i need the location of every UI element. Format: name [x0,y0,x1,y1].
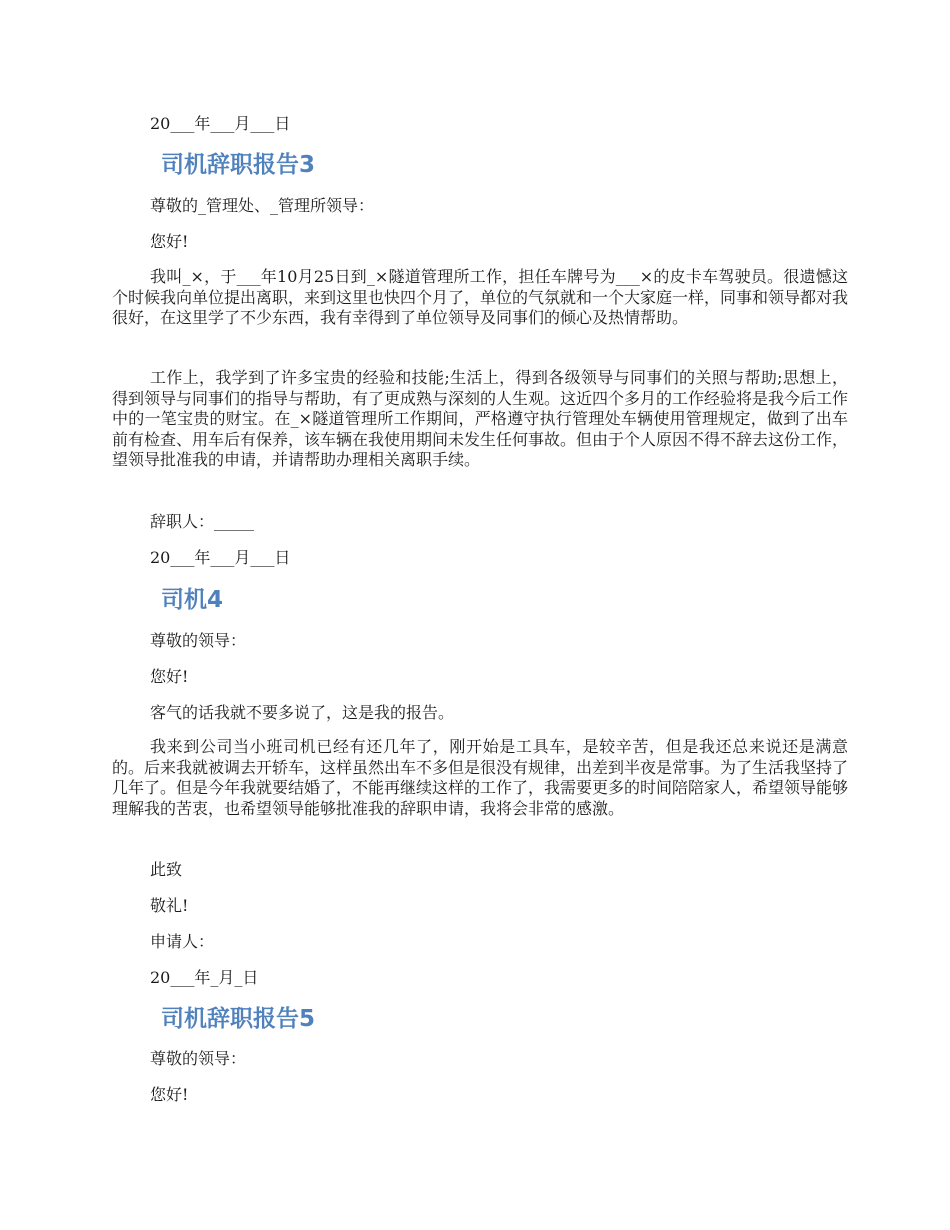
body-paragraph: 我叫_×，于___年10月25日到_×隧道管理所工作，担任车牌号为___×的皮卡车驾驶员。很遗憾这个时候我向单位提出离职，来到这里也快四个月了，单位的气氛就和一个大家庭一样，同事和领导都对我很好，在这里学了不少东西，我有幸得到了单位领导及同事们的倾心及热情帮助。 [112,267,849,328]
greeting: 您好! [150,667,189,686]
body-paragraph: 我来到公司当小班司机已经有还几年了，刚开始是工具车，是较辛苦，但是我还总来说还是满意的。后来我就被调去开轿车，这样虽然出车不多但是很没有规律，出差到半夜是常事。为了生活我坚持了几年了。但是今年我就要结婚了，不能再继续这样的工作了，我需要更多的时间陪陪家人，希望领导能够理解我的苦衷，也希望领导能够批准我的辞职申请，我将会非常的感激。 [112,737,849,818]
closing-line: 此致 [150,860,183,879]
section-heading: 司机辞职报告5 [161,1006,316,1032]
salutation: 尊敬的领导： [150,631,247,650]
greeting: 您好! [150,1085,189,1104]
date-line: 20___年___月___日 [150,548,291,567]
date-line: 20___年___月___日 [150,114,291,133]
body-paragraph: 工作上，我学到了许多宝贵的经验和技能;生活上，得到各级领导与同事们的关照与帮助;思想上，得到领导与同事们的指导与帮助，有了更成熟与深刻的人生观。这近四个多月的工作经验将是我今后工作中的一笔宝贵的财宝。在_×隧道管理所工作期间，严格遵守执行管理处车辆使用管理规定，做到了出车前有检查、用车后有保养，该车辆在我使用期间未发生任何事故。但由于个人原因不得不辞去这份工作，望领导批准我的申请，并请帮助办理相关离职手续。 [112,368,849,470]
signature-line: 辞职人：_____ [150,512,255,531]
signature-line: 申请人： [150,932,215,951]
intro-line: 客气的话我就不要多说了，这是我的报告。 [150,703,455,722]
date-line: 20___年_月_日 [150,968,259,987]
closing-line: 敬礼! [150,896,189,915]
section-heading: 司机4 [161,587,224,613]
salutation: 尊敬的领导： [150,1049,247,1068]
greeting: 您好! [150,232,189,251]
section-heading: 司机辞职报告3 [161,152,316,178]
salutation: 尊敬的_管理处、_管理所领导： [150,196,375,215]
